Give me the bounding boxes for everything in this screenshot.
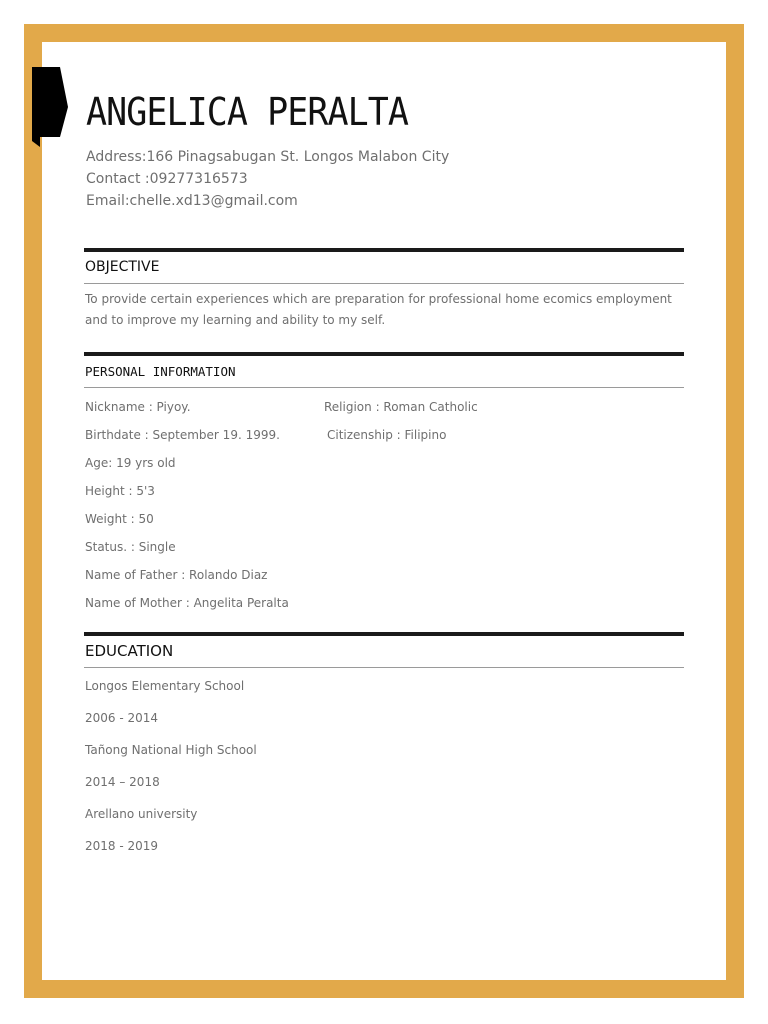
education-heading: EDUCATION xyxy=(85,642,174,660)
email-line: Email:chelle.xd13@gmail.com xyxy=(86,193,298,209)
citizenship-field: Citizenship : Filipino xyxy=(327,428,447,442)
father-name-field: Name of Father : Rolando Diaz xyxy=(85,568,268,582)
education-item: Tañong National High School xyxy=(85,743,257,757)
height-field: Height : 5'3 xyxy=(85,484,155,498)
education-item: 2018 - 2019 xyxy=(85,839,159,853)
objective-section xyxy=(84,248,684,331)
address-line: Address:166 Pinagsabugan St. Longos Malabon City xyxy=(86,149,450,165)
education-item: 2014 – 2018 xyxy=(85,775,160,789)
black-tab-marker xyxy=(32,67,68,147)
section-underline xyxy=(84,387,684,388)
personal-info-heading: PERSONAL INFORMATION xyxy=(85,364,236,379)
age-field: Age: 19 yrs old xyxy=(85,456,176,470)
weight-field: Weight : 50 xyxy=(85,512,154,526)
birthdate-field: Birthdate : September 19. 1999. xyxy=(85,428,280,442)
nickname-field: Nickname : Piyoy. xyxy=(85,400,191,414)
education-section xyxy=(84,632,684,668)
education-item: Arellano university xyxy=(85,807,198,821)
education-item: 2006 - 2014 xyxy=(85,711,159,725)
contact-block xyxy=(86,146,449,212)
status-field: Status. : Single xyxy=(85,540,176,554)
objective-heading: OBJECTIVE xyxy=(85,259,160,275)
religion-field: Religion : Roman Catholic xyxy=(324,400,478,414)
education-item: Longos Elementary School xyxy=(85,679,245,693)
contact-line: Contact :09277316573 xyxy=(86,171,248,187)
section-underline xyxy=(84,283,684,284)
personal-info-section xyxy=(84,352,684,388)
applicant-name: ANGELICA PERALTA xyxy=(86,90,409,134)
objective-text: To provide certain experiences which are preparation for professional home ecomics employment and to improve my learning and ability to my self. xyxy=(85,292,672,327)
mother-name-field: Name of Mother : Angelita Peralta xyxy=(85,596,289,610)
section-underline xyxy=(84,667,684,668)
